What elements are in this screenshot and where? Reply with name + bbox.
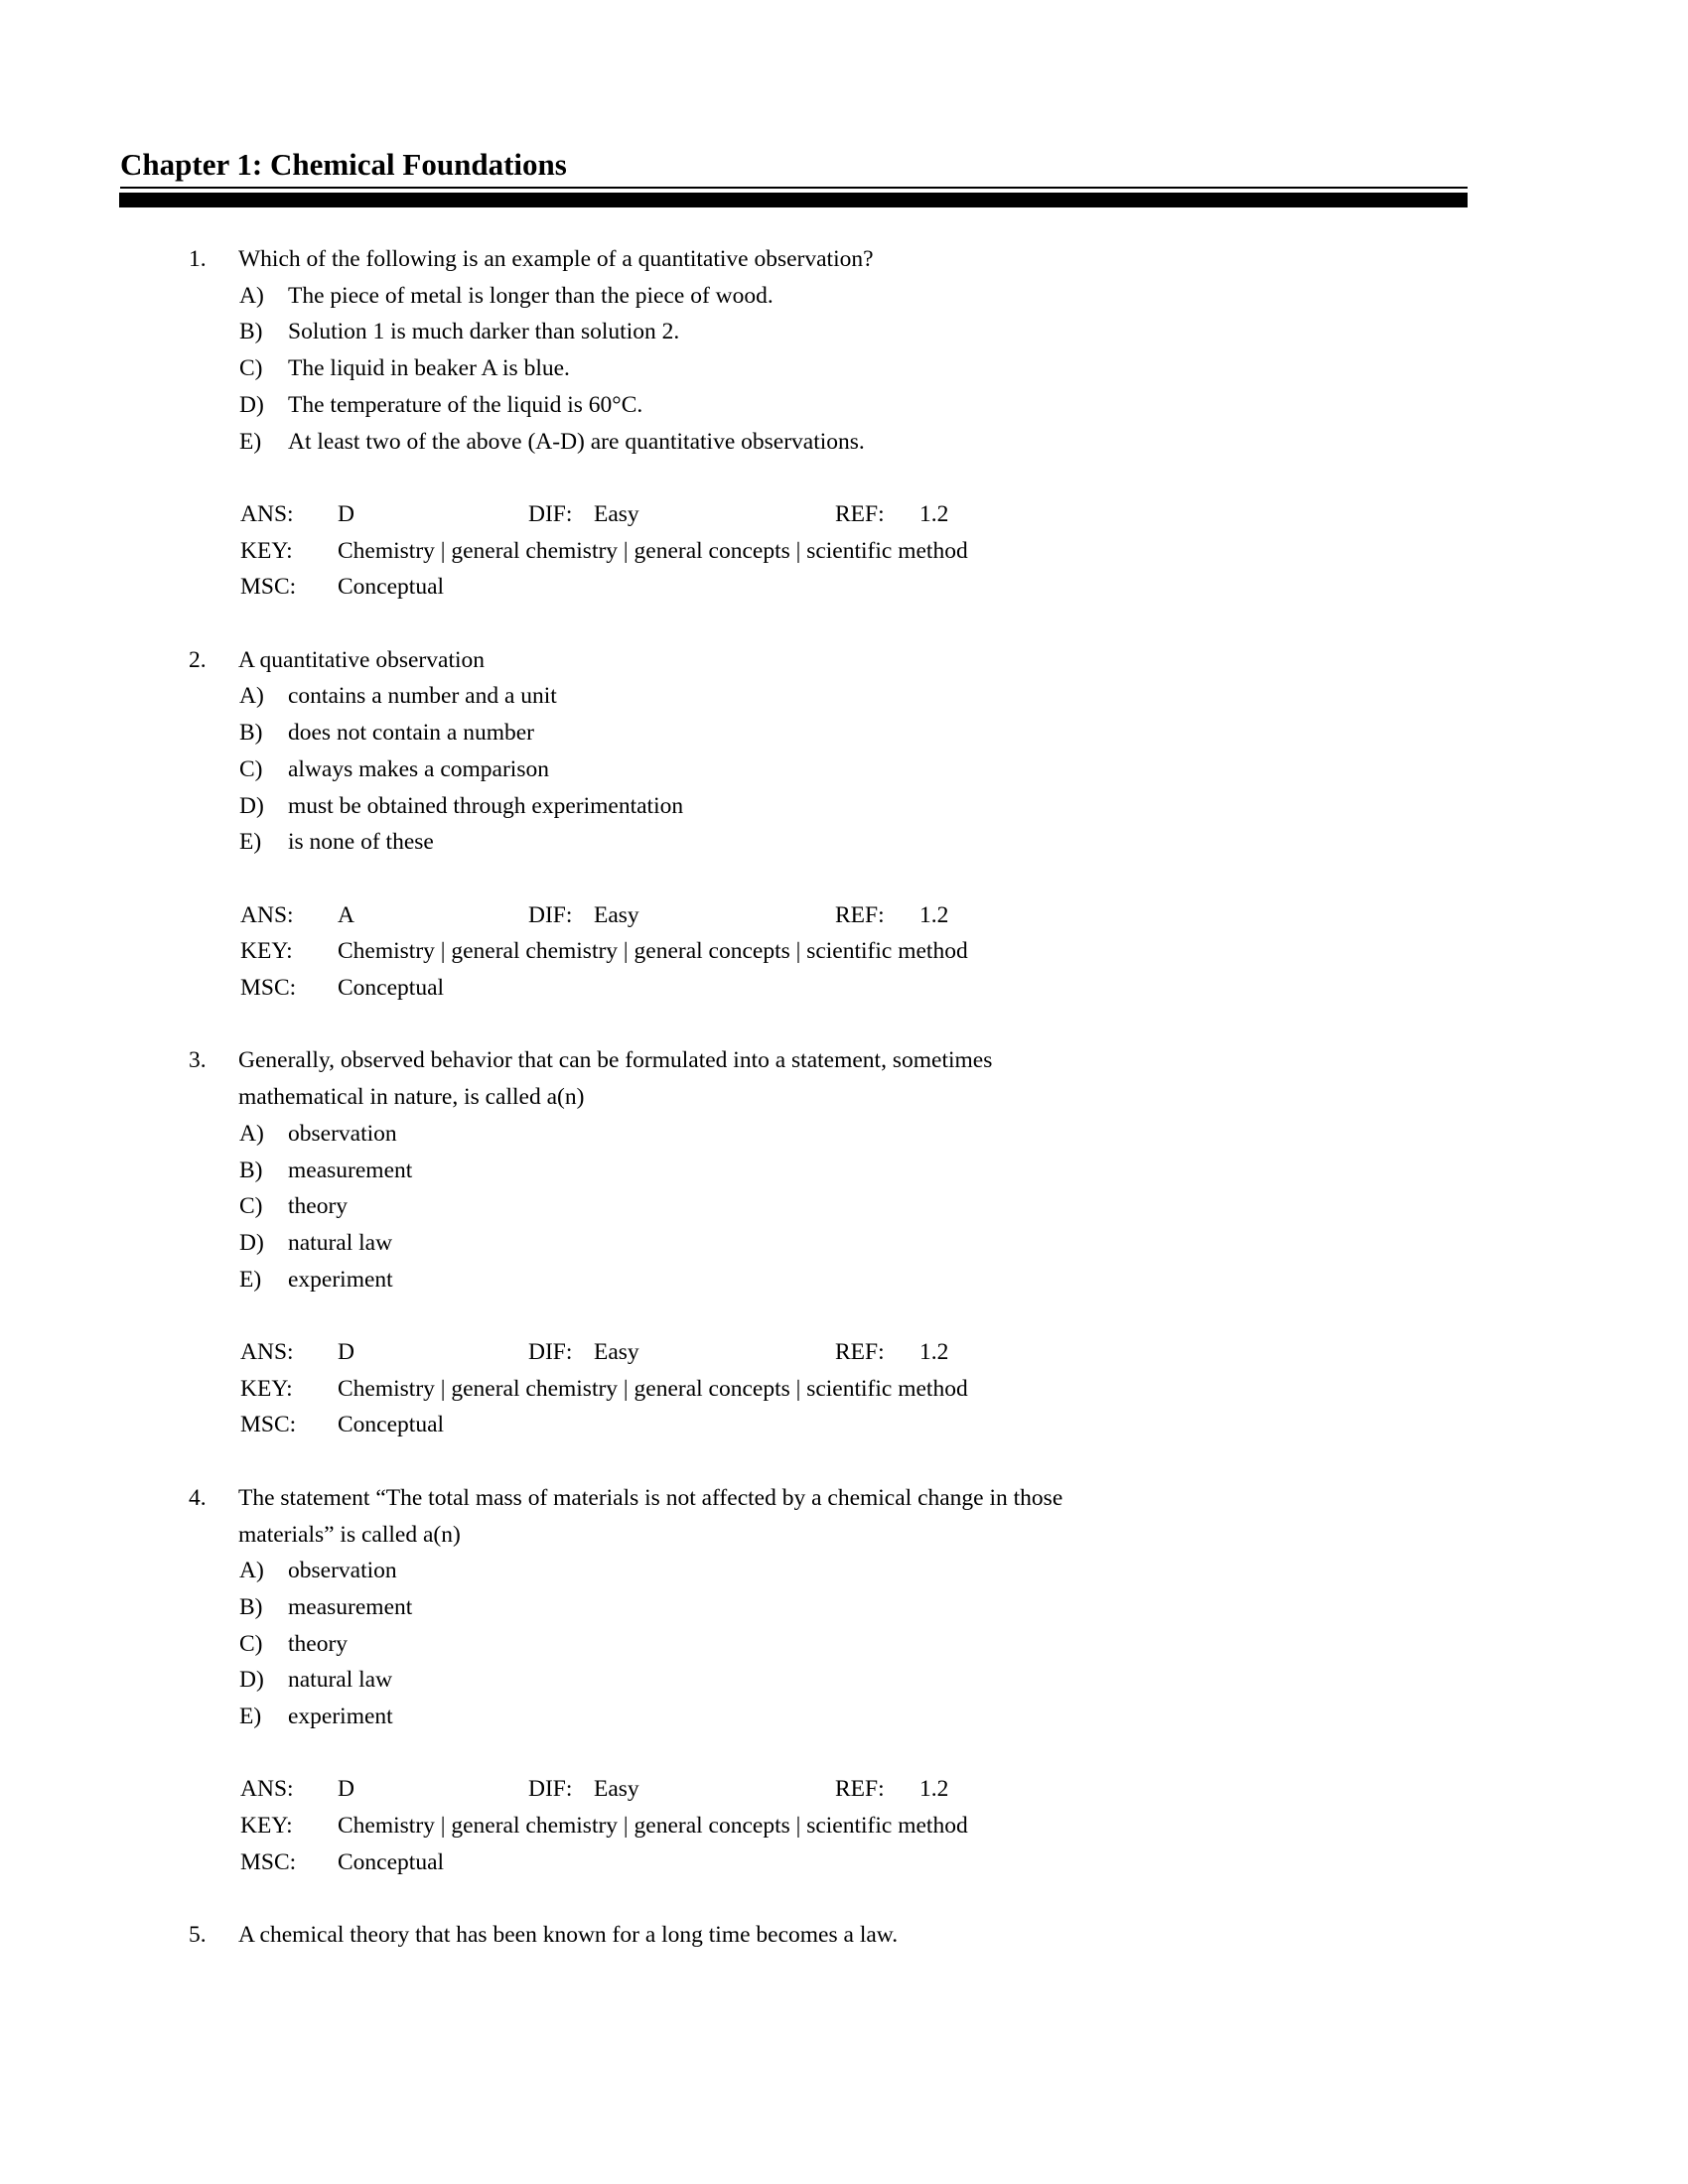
answer-block (0, 1771, 1688, 1880)
msc-label: MSC: (240, 1848, 297, 1875)
option-row (0, 1116, 1688, 1153)
option-letter: C) (239, 355, 263, 382)
option-text: experiment (288, 1266, 393, 1293)
key-value: Chemistry | general chemistry | general concepts | scientific method (338, 1375, 968, 1402)
option-row (0, 1589, 1688, 1626)
question-text: Which of the following is an example of a quantitative observation? (238, 246, 874, 272)
ref-value: 1.2 (919, 500, 949, 527)
option-letter: D) (239, 1667, 264, 1694)
option-letter: B) (239, 1593, 263, 1620)
dif-value: Easy (594, 500, 639, 527)
ans-label: ANS: (240, 1339, 294, 1366)
option-letter: A) (239, 683, 264, 710)
ref-value: 1.2 (919, 901, 949, 928)
option-text: measurement (288, 1593, 413, 1620)
msc-value: Conceptual (338, 1848, 445, 1875)
option-text: The temperature of the liquid is 60°C. (288, 391, 643, 418)
ref-label: REF: (835, 901, 885, 928)
option-letter: A) (239, 282, 264, 309)
page-title: Chapter 1: Chemical Foundations (120, 147, 567, 182)
option-text: observation (288, 1120, 397, 1147)
option-text: natural law (288, 1667, 393, 1694)
question-list (0, 207, 1688, 1954)
option-letter: B) (239, 720, 263, 747)
dif-label: DIF: (528, 1776, 573, 1803)
answer-block (0, 897, 1688, 1007)
option-letter: E) (239, 829, 262, 856)
option-row (0, 387, 1688, 424)
option-row (0, 715, 1688, 751)
option-text: must be obtained through experimentation (288, 792, 684, 819)
ref-value: 1.2 (919, 1339, 949, 1366)
option-text: theory (288, 1630, 349, 1657)
msc-value: Conceptual (338, 1412, 445, 1438)
key-label: KEY: (240, 938, 293, 965)
option-letter: B) (239, 1157, 263, 1183)
option-text: natural law (288, 1229, 393, 1256)
option-letter: E) (239, 1704, 262, 1730)
option-text: theory (288, 1193, 349, 1220)
question-number: 4. (189, 1484, 207, 1511)
dif-label: DIF: (528, 500, 573, 527)
question-item (0, 642, 1688, 1007)
question-text-continued: mathematical in nature, is called a(n) (238, 1084, 585, 1111)
ref-value: 1.2 (919, 1776, 949, 1803)
ans-value: A (338, 901, 354, 928)
ref-label: REF: (835, 1776, 885, 1803)
option-letter: D) (239, 1229, 264, 1256)
option-row (0, 751, 1688, 788)
question-text: A chemical theory that has been known for a long time becomes a law. (238, 1922, 899, 1949)
msc-line (0, 970, 1688, 1007)
option-letter: C) (239, 1193, 263, 1220)
question-text-continued: materials” is called a(n) (238, 1521, 461, 1548)
msc-line (0, 1407, 1688, 1443)
question-line (0, 241, 1688, 278)
option-row (0, 788, 1688, 825)
answer-line (0, 1771, 1688, 1808)
question-line (0, 1480, 1688, 1517)
option-row (0, 278, 1688, 315)
option-text: always makes a comparison (288, 755, 549, 782)
key-line (0, 933, 1688, 970)
key-line (0, 1371, 1688, 1408)
dif-value: Easy (594, 1339, 639, 1366)
answer-block (0, 1334, 1688, 1443)
option-letter: A) (239, 1120, 264, 1147)
key-label: KEY: (240, 1375, 293, 1402)
msc-label: MSC: (240, 1412, 297, 1438)
option-row (0, 1225, 1688, 1262)
option-text: experiment (288, 1704, 393, 1730)
question-line (0, 642, 1688, 679)
option-row (0, 424, 1688, 461)
question-text: A quantitative observation (238, 646, 486, 673)
key-line (0, 533, 1688, 570)
msc-label: MSC: (240, 574, 297, 601)
option-text: Solution 1 is much darker than solution 2. (288, 319, 680, 345)
question-text: Generally, observed behavior that can be formulated into a statement, sometimes (238, 1047, 993, 1074)
question-number: 3. (189, 1047, 207, 1074)
ans-label: ANS: (240, 901, 294, 928)
option-row (0, 1262, 1688, 1298)
option-letter: D) (239, 792, 264, 819)
key-label: KEY: (240, 1813, 293, 1840)
question-text: The statement “The total mass of materials is not affected by a chemical change in those (238, 1484, 1063, 1511)
ans-label: ANS: (240, 1776, 294, 1803)
option-text: is none of these (288, 829, 434, 856)
ans-value: D (338, 1776, 354, 1803)
question-line (0, 1917, 1688, 1954)
question-number: 1. (189, 246, 207, 272)
dif-label: DIF: (528, 901, 573, 928)
ans-value: D (338, 500, 354, 527)
option-letter: B) (239, 319, 263, 345)
ref-label: REF: (835, 1339, 885, 1366)
question-line (0, 1042, 1688, 1079)
key-value: Chemistry | general chemistry | general concepts | scientific method (338, 938, 968, 965)
question-item (0, 1917, 1688, 1954)
option-row (0, 314, 1688, 350)
dif-label: DIF: (528, 1339, 573, 1366)
option-letter: E) (239, 1266, 262, 1293)
question-item (0, 241, 1688, 606)
ans-value: D (338, 1339, 354, 1366)
dif-value: Easy (594, 1776, 639, 1803)
option-text: measurement (288, 1157, 413, 1183)
dif-value: Easy (594, 901, 639, 928)
key-line (0, 1808, 1688, 1844)
answer-block (0, 496, 1688, 606)
option-letter: E) (239, 428, 262, 455)
option-row (0, 824, 1688, 861)
question-item (0, 1042, 1688, 1443)
key-value: Chemistry | general chemistry | general concepts | scientific method (338, 537, 968, 564)
option-text: does not contain a number (288, 720, 534, 747)
ans-label: ANS: (240, 500, 294, 527)
title-rule-bar (119, 193, 1468, 207)
title-underline (120, 187, 1468, 189)
option-letter: C) (239, 755, 263, 782)
option-row (0, 1626, 1688, 1663)
option-letter: D) (239, 391, 264, 418)
option-row (0, 350, 1688, 387)
option-text: At least two of the above (A-D) are quantitative observations. (288, 428, 865, 455)
option-row (0, 1662, 1688, 1699)
option-text: observation (288, 1558, 397, 1584)
msc-value: Conceptual (338, 574, 445, 601)
option-text: contains a number and a unit (288, 683, 557, 710)
ref-label: REF: (835, 500, 885, 527)
msc-value: Conceptual (338, 975, 445, 1002)
msc-line (0, 1844, 1688, 1881)
question-item (0, 1480, 1688, 1881)
option-row (0, 1153, 1688, 1189)
option-letter: A) (239, 1558, 264, 1584)
answer-line (0, 1334, 1688, 1371)
question-number: 5. (189, 1922, 207, 1949)
answer-line (0, 496, 1688, 533)
answer-line (0, 897, 1688, 934)
option-row (0, 1699, 1688, 1735)
key-value: Chemistry | general chemistry | general concepts | scientific method (338, 1813, 968, 1840)
option-row (0, 678, 1688, 715)
option-text: The liquid in beaker A is blue. (288, 355, 570, 382)
question-number: 2. (189, 646, 207, 673)
msc-label: MSC: (240, 975, 297, 1002)
key-label: KEY: (240, 537, 293, 564)
msc-line (0, 569, 1688, 606)
option-row (0, 1553, 1688, 1589)
option-text: The piece of metal is longer than the piece of wood. (288, 282, 774, 309)
option-letter: C) (239, 1630, 263, 1657)
option-row (0, 1188, 1688, 1225)
